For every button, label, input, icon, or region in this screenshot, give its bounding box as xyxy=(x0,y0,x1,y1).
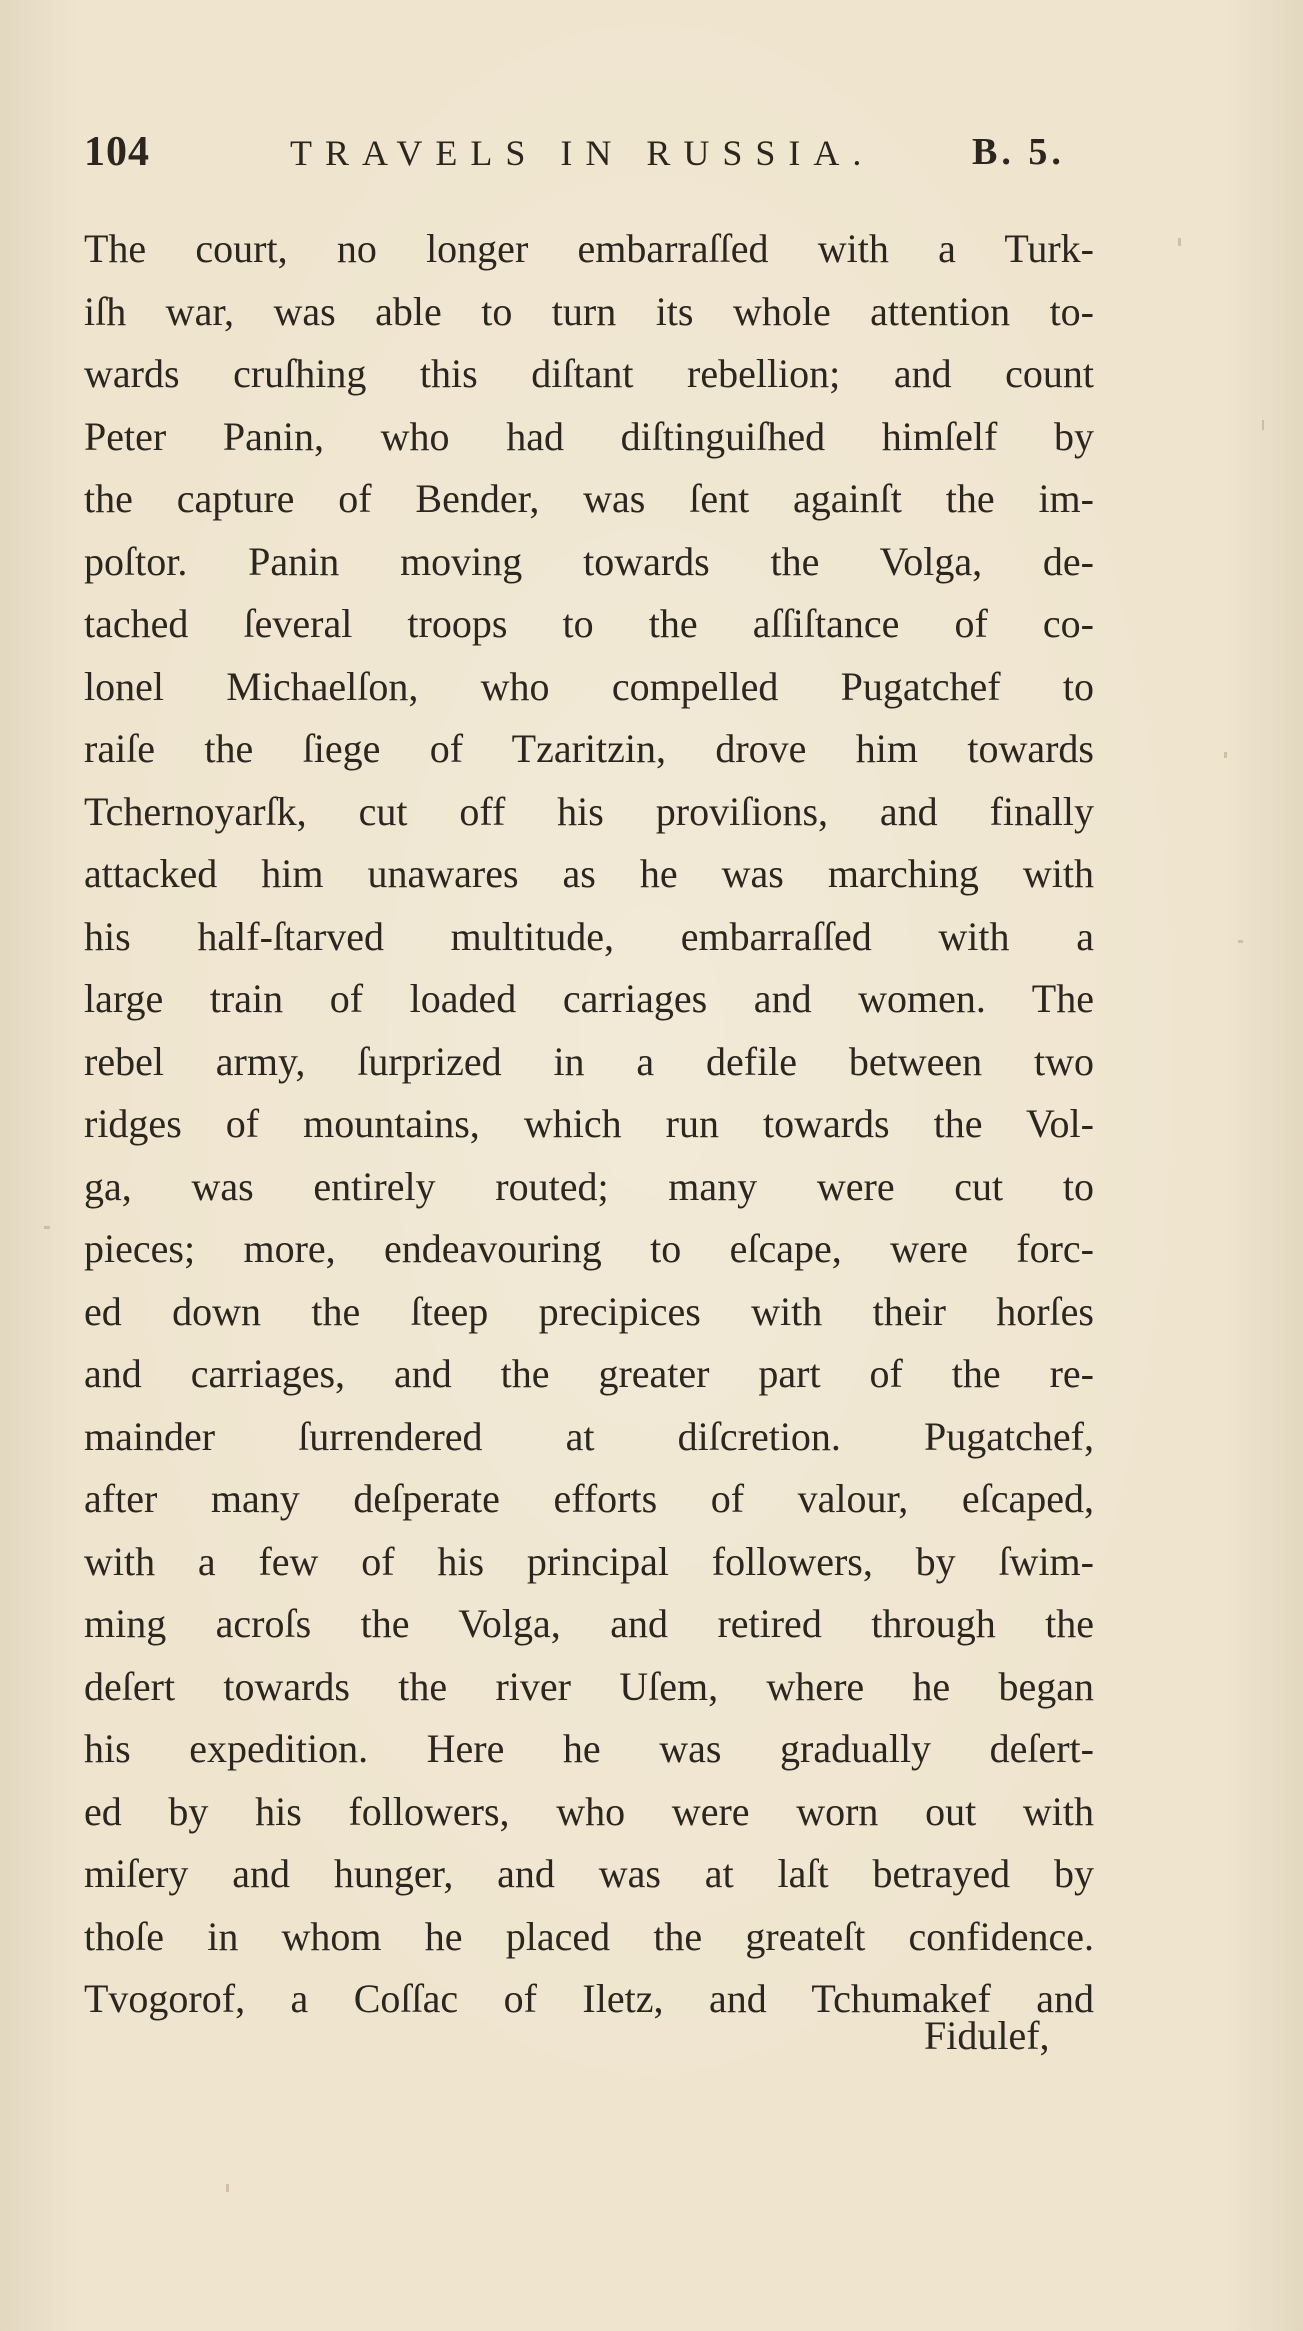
paper-speck xyxy=(1178,238,1181,246)
text-line: wards cruſhing this diſtant rebellion; and count xyxy=(84,351,1094,396)
section-mark: B. 5. xyxy=(972,131,1065,173)
text-line: attacked him unawares as he was marching with xyxy=(84,851,1094,896)
text-line: ridges of mountains, which run towards the Vol- xyxy=(84,1101,1094,1146)
text-line: his expedition. Here he was gradually deſert- xyxy=(84,1726,1094,1771)
paper-speck xyxy=(1224,752,1227,758)
text-line: rebel army, ſurprized in a defile between two xyxy=(84,1038,1094,1084)
text-line: deſert towards the river Uſem, where he began xyxy=(84,1663,1094,1709)
text-line: ming acroſs the Volga, and retired through the xyxy=(84,1601,1094,1646)
text-line: and carriages, and the greater part of the re- xyxy=(84,1351,1094,1396)
text-line: ed down the ſteep precipices with their horſes xyxy=(84,1288,1094,1334)
text-line: tached ſeveral troops to the aſſiſtance of co- xyxy=(84,601,1094,646)
text-line: large train of loaded carriages and women. The xyxy=(84,976,1094,1021)
text-line: Tvogorof, a Coſſac of Iletz, and Tchumakef and xyxy=(84,1976,1094,2021)
text-line: mainder ſurrendered at diſcretion. Pugatchef, xyxy=(84,1413,1094,1459)
page-number: 104 xyxy=(84,129,150,175)
text-line: his half-ſtarved multitude, embarraſſed with a xyxy=(84,913,1094,959)
text-line: with a few of his principal followers, by ſwim- xyxy=(84,1538,1094,1584)
paper-speck xyxy=(1262,420,1264,430)
text-line: Tchernoyarſk, cut off his proviſions, and finally xyxy=(84,788,1094,834)
text-line: miſery and hunger, and was at laſt betrayed by xyxy=(84,1851,1094,1896)
body-text xyxy=(84,218,1094,2031)
text-line: The court, no longer embarraſſed with a Turk- xyxy=(84,226,1094,271)
text-line: after many deſperate efforts of valour, eſcaped, xyxy=(84,1476,1094,1521)
running-head: TRAVELS IN RUSSIA. xyxy=(290,133,875,173)
text-line: the capture of Bender, was ſent againſt the im- xyxy=(84,476,1094,521)
text-line: thoſe in whom he placed the greateſt confidence. xyxy=(84,1913,1094,1959)
text-line: poſtor. Panin moving towards the Volga, de- xyxy=(84,538,1094,584)
paper-speck xyxy=(226,2184,229,2192)
text-line: lonel Michaelſon, who compelled Pugatchef to xyxy=(84,663,1094,709)
paper-speck xyxy=(44,1226,50,1229)
text-line: ga, was entirely routed; many were cut to xyxy=(84,1163,1094,1209)
text-line: raiſe the ſiege of Tzaritzin, drove him towards xyxy=(84,726,1094,771)
catchword: Fidulef, xyxy=(924,2013,1050,2058)
text-line: pieces; more, endeavouring to eſcape, were forc- xyxy=(84,1226,1094,1271)
text-line: ed by his followers, who were worn out with xyxy=(84,1788,1094,1834)
text-line: iſh war, was able to turn its whole attention to- xyxy=(84,288,1094,334)
page-header xyxy=(0,128,1303,188)
paper-speck xyxy=(1238,940,1243,943)
text-line: Peter Panin, who had diſtinguiſhed himſelf by xyxy=(84,413,1094,459)
